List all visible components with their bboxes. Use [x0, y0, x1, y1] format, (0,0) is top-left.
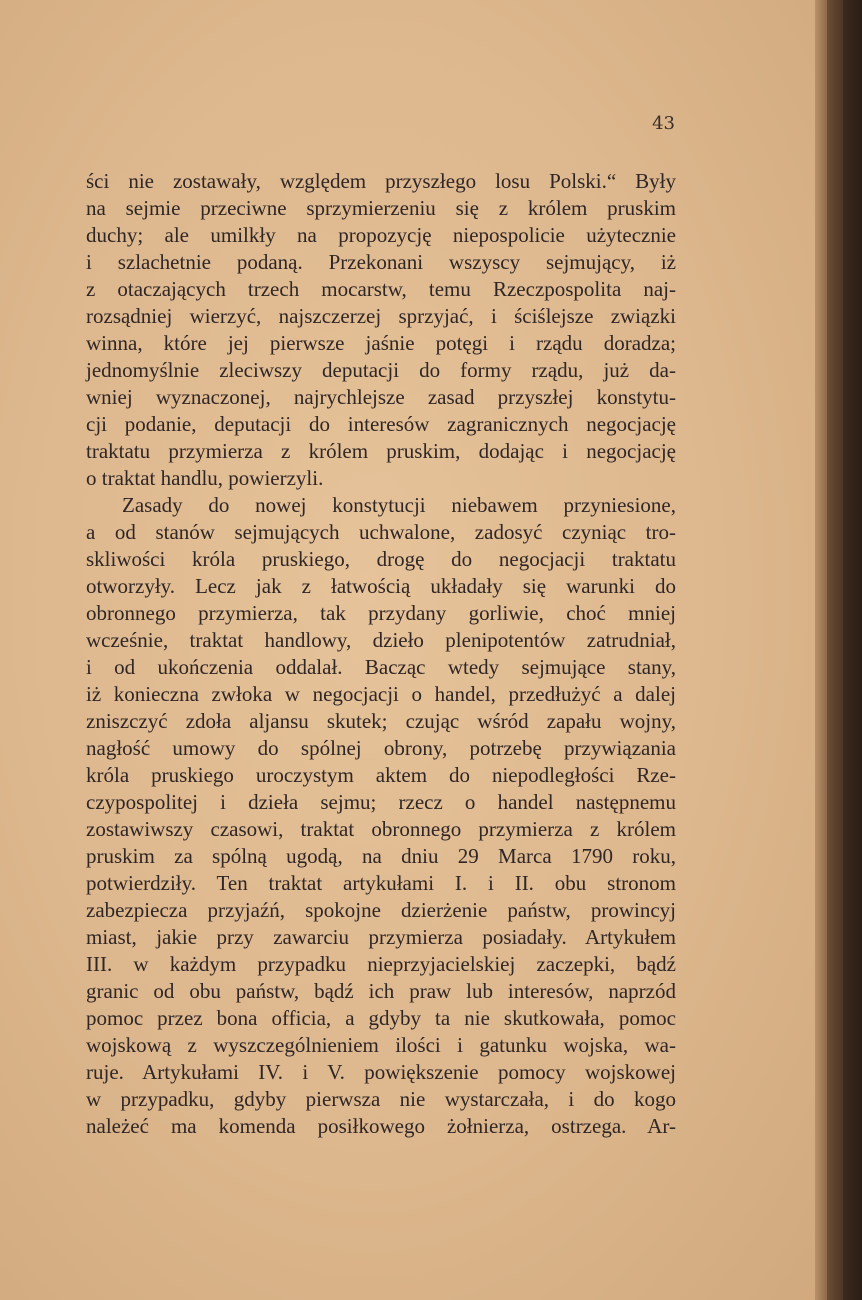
- text-line: ści nie zostawały, względem przyszłego losu Polski.“ Były: [86, 169, 676, 193]
- text-line: potwierdziły. Ten traktat artykułami I. i II. obu stronom: [86, 871, 676, 895]
- text-line: pruskim za spólną ugodą, na dniu 29 Marca 1790 roku,: [86, 844, 676, 868]
- text-line: miast, jakie przy zawarciu przymierza posiadały. Artykułem: [86, 925, 676, 949]
- text-line: i szlachetnie podaną. Przekonani wszyscy sejmujący, iż: [86, 250, 676, 274]
- text-line: i od ukończenia oddalał. Bacząc wtedy sejmujące stany,: [86, 655, 676, 679]
- text-line: III. w każdym przypadku nieprzyjacielskiej zaczepki, bądź: [86, 952, 676, 976]
- text-line: króla pruskiego uroczystym aktem do niepodległości Rze-: [86, 763, 676, 787]
- text-line: skliwości króla pruskiego, drogę do negocjacji traktatu: [86, 547, 676, 571]
- text-line: zostawiwszy czasowi, traktat obronnego przymierza z królem: [86, 817, 676, 841]
- text-line: o traktat handlu, powierzyli.: [86, 466, 324, 490]
- text-line: nagłość umowy do spólnej obrony, potrzebę przywiązania: [86, 736, 676, 760]
- text-line: zabezpiecza przyjaźń, spokojne dzierżenie państw, prowincyj: [86, 898, 676, 922]
- text-line: granic od obu państw, bądź ich praw lub interesów, naprzód: [86, 979, 676, 1003]
- page-edge: [827, 0, 843, 1300]
- text-line: wojskową z wyszczególnieniem ilości i gatunku wojska, wa-: [86, 1033, 676, 1057]
- text-line: wniej wyznaczonej, najrychlejsze zasad przyszłej konstytu-: [86, 385, 676, 409]
- text-line: traktatu przymierza z królem pruskim, dodając i negocjację: [86, 439, 676, 463]
- text-line: obronnego przymierza, tak przydany gorliwie, choć mniej: [86, 601, 676, 625]
- text-line: jednomyślnie zleciwszy deputacji do formy rządu, już da-: [86, 358, 676, 382]
- text-line: rozsądniej wierzyć, najszczerzej sprzyjać, i ściślejsze związki: [86, 304, 676, 328]
- text-line: a od stanów sejmujących uchwalone, zadosyć czyniąc tro-: [86, 520, 676, 544]
- page-edge: [815, 0, 827, 1300]
- text-line: z otaczających trzech mocarstw, temu Rzeczpospolita naj-: [86, 277, 676, 301]
- text-line: duchy; ale umilkły na propozycję niepospolicie użytecznie: [86, 223, 676, 247]
- text-line: czypospolitej i dzieła sejmu; rzecz o handel następnemu: [86, 790, 676, 814]
- text-line: na sejmie przeciwne sprzymierzeniu się z królem pruskim: [86, 196, 676, 220]
- body-text: [86, 168, 676, 1140]
- text-line: należeć ma komenda posiłkowego żołnierza, ostrzega. Ar-: [86, 1114, 676, 1138]
- text-line: w przypadku, gdyby pierwsza nie wystarczała, i do kogo: [86, 1087, 676, 1111]
- text-line: winna, które jej pierwsze jaśnie potęgi i rządu doradza;: [86, 331, 676, 355]
- text-line: wcześnie, traktat handlowy, dzieło plenipotentów zatrudniał,: [86, 628, 676, 652]
- text-line: Zasady do nowej konstytucji niebawem przyniesione,: [122, 493, 676, 517]
- text-line: zniszczyć zdoła aljansu skutek; czując wśród zapału wojny,: [86, 709, 676, 733]
- book-spine-shadow: [843, 0, 862, 1300]
- page-number: 43: [652, 113, 675, 134]
- text-line: iż konieczna zwłoka w negocjacji o handel, przedłużyć a dalej: [86, 682, 676, 706]
- text-line: otworzyły. Lecz jak z łatwością układały się warunki do: [86, 574, 676, 598]
- text-line: pomoc przez bona officia, a gdyby ta nie skutkowała, pomoc: [86, 1006, 676, 1030]
- text-line: cji podanie, deputacji do interesów zagranicznych negocjację: [86, 412, 676, 436]
- text-line: ruje. Artykułami IV. i V. powiększenie pomocy wojskowej: [86, 1060, 676, 1084]
